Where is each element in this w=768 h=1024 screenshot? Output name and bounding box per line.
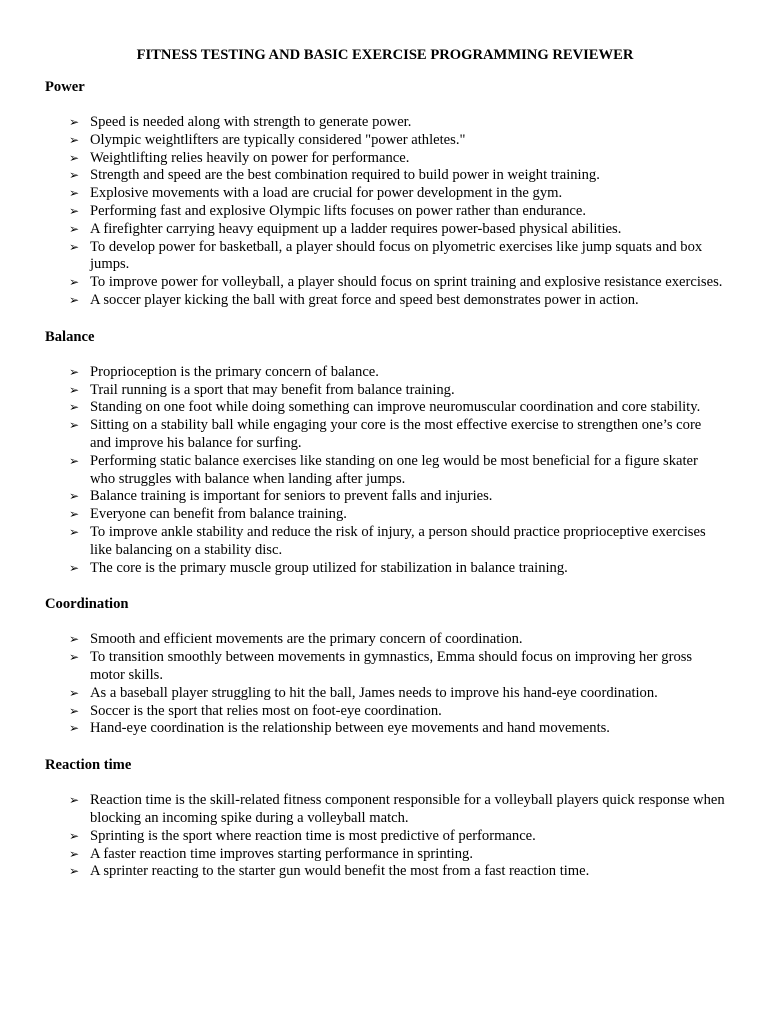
section-heading-coordination: Coordination <box>45 596 129 613</box>
arrowhead-bullet-icon: ➢ <box>69 275 80 290</box>
section-heading-power: Power <box>45 79 85 95</box>
list-item <box>45 203 725 221</box>
section-heading-balance: Balance <box>45 328 95 345</box>
list-item-text: Proprioception is the primary concern of balance. <box>90 363 379 380</box>
list-item-text: To improve power for volleyball, a player should focus on sprint training and explosive resistance exercises. <box>90 274 723 291</box>
bullet-list <box>45 631 725 738</box>
list-item <box>45 167 725 185</box>
list-item-text: Trail running is a sport that may benefit from balance training. <box>90 381 455 398</box>
arrowhead-bullet-icon: ➢ <box>69 489 80 504</box>
list-item <box>45 649 725 685</box>
list-item <box>45 506 725 524</box>
list-item-text: Sitting on a stability ball while engaging your core is the most effective exercise to strengthen one’s core and improve his balance for surfing. <box>90 417 702 451</box>
bullet-list <box>45 114 725 310</box>
document-page <box>45 46 725 899</box>
arrowhead-bullet-icon: ➢ <box>69 524 80 539</box>
arrowhead-bullet-icon: ➢ <box>69 168 80 183</box>
list-item <box>45 828 725 846</box>
list-item-text: Performing static balance exercises like standing on one leg would be most beneficial for a figure skater who struggles with balance when landing after jumps. <box>90 452 698 487</box>
list-item-text: Speed is needed along with strength to generate power. <box>90 114 412 130</box>
list-item <box>45 185 725 203</box>
list-item <box>45 150 725 168</box>
list-item <box>45 685 725 703</box>
arrowhead-bullet-icon: ➢ <box>69 292 80 307</box>
arrowhead-bullet-icon: ➢ <box>69 115 80 129</box>
list-item <box>45 846 725 864</box>
list-item-text: Sprinting is the sport where reaction time is most predictive of performance. <box>90 827 536 844</box>
arrowhead-bullet-icon: ➢ <box>69 846 80 861</box>
arrowhead-bullet-icon: ➢ <box>69 132 80 147</box>
list-item-text: Performing fast and explosive Olympic lifts focuses on power rather than endurance. <box>90 202 587 219</box>
list-item-text: Explosive movements with a load are crucial for power development in the gym. <box>90 185 563 202</box>
list-item <box>45 292 725 310</box>
arrowhead-bullet-icon: ➢ <box>69 864 80 879</box>
arrowhead-bullet-icon: ➢ <box>69 400 80 415</box>
list-item <box>45 382 725 400</box>
arrowhead-bullet-icon: ➢ <box>69 721 80 736</box>
arrowhead-bullet-icon: ➢ <box>69 828 80 843</box>
arrowhead-bullet-icon: ➢ <box>69 418 80 433</box>
list-item-text: Strength and speed are the best combination required to build power in weight training. <box>90 167 600 184</box>
list-item <box>45 488 725 506</box>
list-item <box>45 399 725 417</box>
arrowhead-bullet-icon: ➢ <box>69 221 80 236</box>
list-item <box>45 239 725 275</box>
list-item-text: To transition smoothly between movements in gymnastics, Emma should focus on improving her gross motor skills. <box>90 649 693 683</box>
arrowhead-bullet-icon: ➢ <box>69 650 80 665</box>
arrowhead-bullet-icon: ➢ <box>69 382 80 397</box>
list-item-text: Everyone can benefit from balance training. <box>90 506 347 523</box>
arrowhead-bullet-icon: ➢ <box>69 150 80 165</box>
list-item-text: A sprinter reacting to the starter gun would benefit the most from a fast reaction time. <box>90 863 590 880</box>
list-item <box>45 560 725 578</box>
list-item <box>45 863 725 881</box>
arrowhead-bullet-icon: ➢ <box>69 507 80 522</box>
list-item-text: Soccer is the sport that relies most on foot-eye coordination. <box>90 702 442 719</box>
arrowhead-bullet-icon: ➢ <box>69 685 80 700</box>
list-item-text: Standing on one foot while doing something can improve neuromuscular coordination and core stability. <box>90 399 701 416</box>
list-item <box>45 132 725 150</box>
arrowhead-bullet-icon: ➢ <box>69 186 80 201</box>
list-item <box>45 417 725 453</box>
list-item-text: A firefighter carrying heavy equipment up a ladder requires power-based physical abilities. <box>90 220 622 237</box>
arrowhead-bullet-icon: ➢ <box>69 364 80 379</box>
list-item-text: To improve ankle stability and reduce the risk of injury, a person should practice proprioceptive exercises like balancing on a stability disc. <box>90 523 706 558</box>
list-item-text: To develop power for basketball, a player should focus on plyometric exercises like jump squats and box jumps. <box>90 238 703 273</box>
list-item <box>45 114 725 132</box>
list-item-text: A faster reaction time improves starting performance in sprinting. <box>90 845 473 862</box>
list-item <box>45 364 725 382</box>
arrowhead-bullet-icon: ➢ <box>69 703 80 718</box>
arrowhead-bullet-icon: ➢ <box>69 453 80 468</box>
section-heading-reaction-time: Reaction time <box>45 757 132 774</box>
list-item-text: Balance training is important for seniors to prevent falls and injuries. <box>90 488 493 505</box>
list-item <box>45 720 725 738</box>
list-item-text: Smooth and efficient movements are the primary concern of coordination. <box>90 631 523 648</box>
list-item-text: Reaction time is the skill-related fitness component responsible for a volleyball players quick response when blocking an incoming spike during a volleyball match. <box>90 792 725 826</box>
arrowhead-bullet-icon: ➢ <box>69 203 80 218</box>
list-item <box>45 792 725 828</box>
bullet-list <box>45 792 725 881</box>
list-item <box>45 274 725 292</box>
list-item-text: Weightlifting relies heavily on power for performance. <box>90 149 410 166</box>
list-item <box>45 221 725 239</box>
arrowhead-bullet-icon: ➢ <box>69 793 80 808</box>
list-item <box>45 703 725 721</box>
list-item <box>45 524 725 560</box>
list-item <box>45 453 725 489</box>
arrowhead-bullet-icon: ➢ <box>69 560 80 575</box>
arrowhead-bullet-icon: ➢ <box>69 239 80 254</box>
list-item <box>45 631 725 649</box>
list-item-text: A soccer player kicking the ball with great force and speed best demonstrates power in action. <box>90 291 639 308</box>
bullet-list <box>45 364 725 578</box>
document-title: FITNESS TESTING AND BASIC EXERCISE PROGRAMMING REVIEWER <box>136 47 634 63</box>
list-item-text: The core is the primary muscle group utilized for stabilization in balance training. <box>90 559 568 576</box>
arrowhead-bullet-icon: ➢ <box>69 632 80 647</box>
sections-container <box>45 78 725 881</box>
list-item-text: Olympic weightlifters are typically considered "power athletes." <box>90 131 466 148</box>
list-item-text: Hand-eye coordination is the relationship between eye movements and hand movements. <box>90 720 610 737</box>
list-item-text: As a baseball player struggling to hit the ball, James needs to improve his hand-eye coordination. <box>90 684 658 701</box>
